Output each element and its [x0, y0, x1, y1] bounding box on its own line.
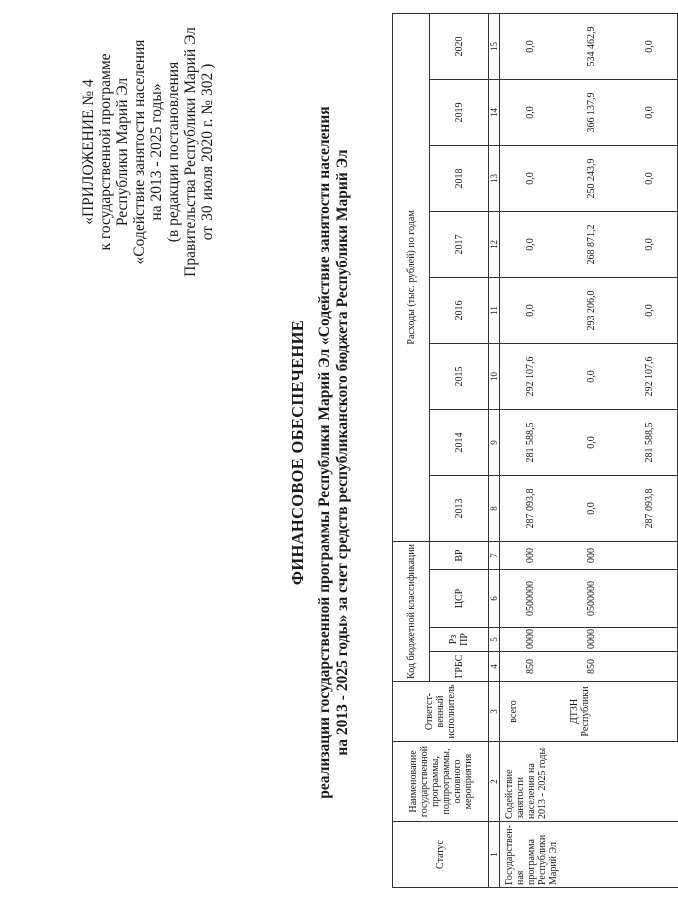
appendix-line: «Содействие занятости населения	[131, 39, 148, 265]
value-cell: 0,0	[500, 79, 562, 145]
value-cell: 268 871,2	[561, 211, 622, 277]
decree-number: 302	[199, 72, 216, 97]
header-status: Статус	[393, 822, 489, 888]
appendix-line: к государственной программе	[97, 53, 114, 251]
value-cell: 292 107,6	[622, 343, 678, 409]
header-year: 2014	[430, 409, 489, 475]
appendix-line: Правительства Республики Марий Эл	[182, 27, 199, 277]
header-rzpr: Рз ПР	[430, 628, 489, 652]
column-number: 4	[489, 652, 500, 682]
executor-cell	[622, 682, 678, 742]
document-subtitle	[316, 0, 352, 905]
column-number: 10	[489, 343, 500, 409]
value-cell: 281 588,5	[622, 409, 678, 475]
vr-cell: 000	[500, 541, 562, 569]
rzpr-cell: 0000	[500, 628, 562, 652]
column-number: 1	[489, 822, 500, 888]
rzpr-cell: 0000	[561, 628, 622, 652]
date-suffix: )	[199, 63, 216, 69]
value-cell: 0,0	[622, 79, 678, 145]
column-number: 13	[489, 145, 500, 211]
header-vr: ВР	[430, 541, 489, 569]
value-cell: 287 093,8	[622, 475, 678, 541]
value-cell: 0,0	[622, 145, 678, 211]
value-cell: 292 107,6	[500, 343, 562, 409]
column-number: 12	[489, 211, 500, 277]
header-year: 2016	[430, 277, 489, 343]
column-number: 11	[489, 277, 500, 343]
header-year: 2018	[430, 145, 489, 211]
value-cell: 287 093,8	[500, 475, 562, 541]
header-year: 2013	[430, 475, 489, 541]
date-day: 30	[199, 205, 216, 221]
grbs-cell	[622, 652, 678, 682]
grbs-cell: 850	[561, 652, 622, 682]
value-cell: 0,0	[622, 277, 678, 343]
column-number: 8	[489, 475, 500, 541]
program-name-cell: Содействие занятости населения на 2013 - 2025 годы	[500, 742, 678, 822]
header-executor: Ответст-венный исполнитель	[393, 682, 489, 742]
appendix-block	[80, 12, 216, 292]
value-cell: 0,0	[561, 343, 622, 409]
header-year: 2015	[430, 343, 489, 409]
header-year: 2019	[430, 79, 489, 145]
column-number: 2	[489, 742, 500, 822]
subtitle-line: реализации государственной программы Республики Марий Эл «Содействие занятости населения	[316, 106, 333, 799]
date-month: июля 2020 г. №	[199, 99, 216, 201]
value-cell: 0,0	[500, 211, 562, 277]
appendix-line: на 2013 - 2025 годы»	[148, 83, 165, 221]
table-row	[500, 13, 562, 887]
date-prefix: от	[199, 225, 216, 241]
header-budget-code: Код бюджетной классификации	[393, 541, 430, 681]
executor-cell: ДТЗН Республики	[561, 682, 622, 742]
column-number: 9	[489, 409, 500, 475]
value-cell: 0,0	[622, 13, 678, 79]
vr-cell: 000	[561, 541, 622, 569]
value-cell: 293 206,0	[561, 277, 622, 343]
column-number: 15	[489, 13, 500, 79]
rzpr-cell	[622, 628, 678, 652]
header-year: 2017	[430, 211, 489, 277]
column-number-row	[489, 13, 500, 887]
appendix-line: «ПРИЛОЖЕНИЕ № 4	[80, 79, 97, 225]
appendix-line: Республики Марий Эл	[114, 77, 131, 227]
value-cell: 0,0	[561, 409, 622, 475]
status-cell: Государствен-ная программа Республики Марий Эл	[500, 822, 678, 888]
value-cell: 250 243,9	[561, 145, 622, 211]
value-cell: 0,0	[561, 475, 622, 541]
column-number: 7	[489, 541, 500, 569]
appendix-date-line	[199, 12, 216, 292]
value-cell: 0,0	[500, 277, 562, 343]
column-number: 3	[489, 682, 500, 742]
header-grbs: ГРБС	[430, 652, 489, 682]
column-number: 6	[489, 570, 500, 628]
grbs-cell: 850	[500, 652, 562, 682]
header-name: Наименование государственной программы, подпрограммы, основного мероприятия	[393, 742, 489, 822]
header-expenses: Расходы (тыс. рублей) по годам	[393, 13, 430, 541]
csr-cell: 0500000	[500, 570, 562, 628]
executor-cell: всего	[500, 682, 562, 742]
value-cell: 0,0	[622, 211, 678, 277]
value-cell: 0,0	[500, 13, 562, 79]
header-csr: ЦСР	[430, 570, 489, 628]
table-header-row	[393, 13, 430, 887]
vr-cell	[622, 541, 678, 569]
csr-cell: 0500000	[561, 570, 622, 628]
csr-cell	[622, 570, 678, 628]
value-cell: 366 137,9	[561, 79, 622, 145]
column-number: 5	[489, 628, 500, 652]
value-cell: 0,0	[500, 145, 562, 211]
financing-table	[392, 13, 678, 888]
value-cell: 281 588,5	[500, 409, 562, 475]
column-number: 14	[489, 79, 500, 145]
subtitle-line: на 2013 - 2025 годы» за счет средств республиканского бюджета Республики Марий Эл	[334, 149, 351, 756]
appendix-line: (в редакции постановления	[165, 61, 182, 243]
value-cell: 534 462,9	[561, 13, 622, 79]
header-year: 2020	[430, 13, 489, 79]
document-title: ФИНАНСОВОЕ ОБЕСПЕЧЕНИЕ	[288, 319, 307, 586]
